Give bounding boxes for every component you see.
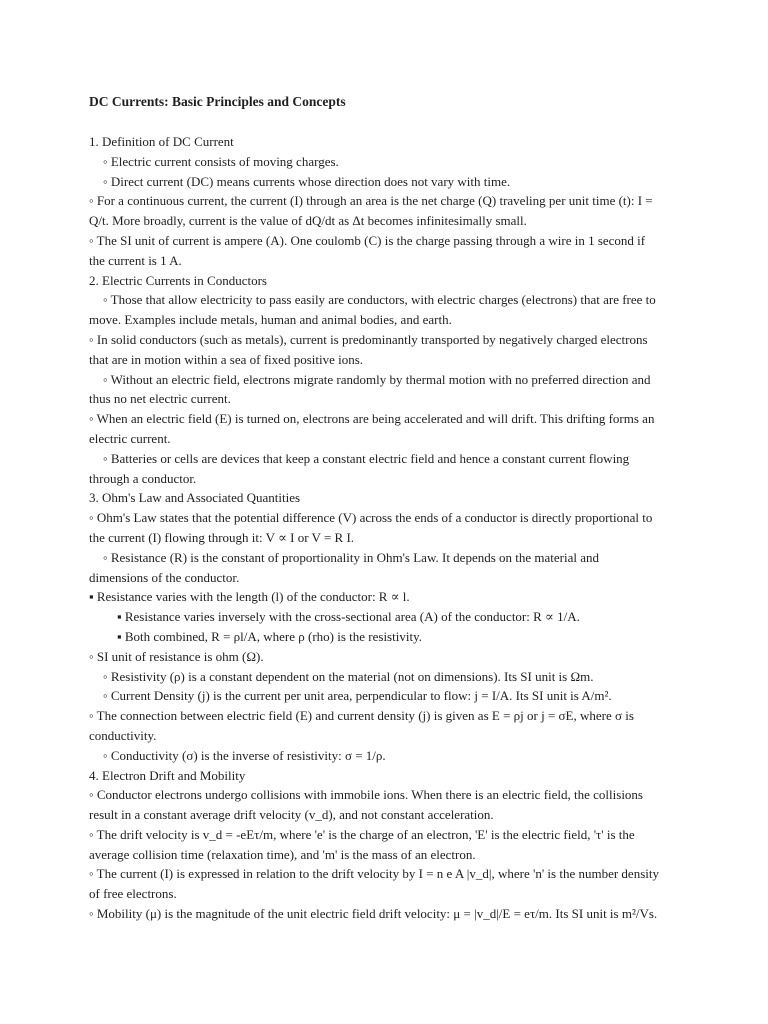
text-line: electric current. [89,430,171,446]
text-line: thus no net electric current. [89,391,231,407]
text-line: ◦ SI unit of resistance is ohm (Ω). [89,648,264,664]
text-line: ◦ Direct current (DC) means currents whose direction does not vary with time. [103,173,511,189]
text-line: through a conductor. [89,470,197,486]
text-line: ◦ Conductivity (σ) is the inverse of resistivity: σ = 1/ρ. [103,747,386,763]
text-line: of free electrons. [89,886,177,902]
text-line: ◦ Mobility (μ) is the magnitude of the unit electric field drift velocity: μ = |v_d|/E = eτ/m. Its SI unit is m²/Vs. [89,906,658,922]
section-heading: 3. Ohm's Law and Associated Quantities [89,490,301,506]
text-line: ◦ Without an electric field, electrons migrate randomly by thermal motion with no preferred direction and [103,371,651,387]
text-line: ◦ Resistivity (ρ) is a constant dependent on the material (not on dimensions). Its SI unit is Ωm. [103,668,594,684]
text-line: ◦ Those that allow electricity to pass easily are conductors, with electric charges (electrons) that are free to [103,292,656,308]
section-heading: 2. Electric Currents in Conductors [89,272,267,288]
text-line: the current (I) flowing through it: V ∝ I or V = R I. [89,529,355,545]
document-body [89,132,691,924]
text-line: ◦ Batteries or cells are devices that keep a constant electric field and hence a constant current flowing [103,450,630,466]
text-line: ◦ Resistance (R) is the constant of proportionality in Ohm's Law. It depends on the material and [103,549,600,565]
text-line: conductivity. [89,727,157,743]
text-line: ◦ Electric current consists of moving charges. [103,153,339,169]
text-line: ◦ The drift velocity is v_d = -eEτ/m, where 'e' is the charge of an electron, 'E' is the electric field, 'τ' is the [89,826,635,842]
text-line: the current is 1 A. [89,252,182,268]
text-line: ◦ Current Density (j) is the current per unit area, perpendicular to flow: j = I/A. Its SI unit is A/m². [103,688,612,704]
section-heading: 4. Electron Drift and Mobility [89,767,246,783]
text-line: result in a constant average drift velocity (v_d), and not constant acceleration. [89,807,494,823]
text-line: ▪ Resistance varies with the length (l) of the conductor: R ∝ l. [89,589,410,605]
section-heading: 1. Definition of DC Current [89,134,234,149]
text-line: ◦ In solid conductors (such as metals), current is predominantly transported by negatively charged electrons [89,331,648,347]
text-line: ◦ The SI unit of current is ampere (A). One coulomb (C) is the charge passing through a wire in 1 second if [89,232,646,248]
text-line: ◦ Ohm's Law states that the potential difference (V) across the ends of a conductor is directly proportional to [89,510,653,526]
text-line: ◦ The connection between electric field (E) and current density (j) is given as E = ρj or j = σE, where σ is [89,708,634,724]
text-line: dimensions of the conductor. [89,569,240,585]
text-line: ◦ For a continuous current, the current (I) through an area is the net charge (Q) traveling per unit time (t): I = [89,193,653,209]
text-line: ◦ Conductor electrons undergo collisions with immobile ions. When there is an electric field, the collisions [89,787,643,803]
document-title: DC Currents: Basic Principles and Concepts [89,94,346,109]
text-line: ◦ The current (I) is expressed in relation to the drift velocity by I = n e A |v_d|, where 'n' is the number density [89,866,659,882]
text-line: that are in motion within a sea of fixed positive ions. [89,351,364,367]
text-line: ▪ Both combined, R = ρl/A, where ρ (rho) is the resistivity. [117,628,422,644]
text-line: Q/t. More broadly, current is the value of dQ/dt as Δt becomes infinitesimally small. [89,213,527,229]
text-line: average collision time (relaxation time), and 'm' is the mass of an electron. [89,846,476,862]
text-line: move. Examples include metals, human and animal bodies, and earth. [89,312,452,328]
text-line: ▪ Resistance varies inversely with the cross-sectional area (A) of the conductor: R ∝ 1/A. [117,609,580,625]
text-line: ◦ When an electric field (E) is turned on, electrons are being accelerated and will drift. This drifting forms an [89,411,655,427]
